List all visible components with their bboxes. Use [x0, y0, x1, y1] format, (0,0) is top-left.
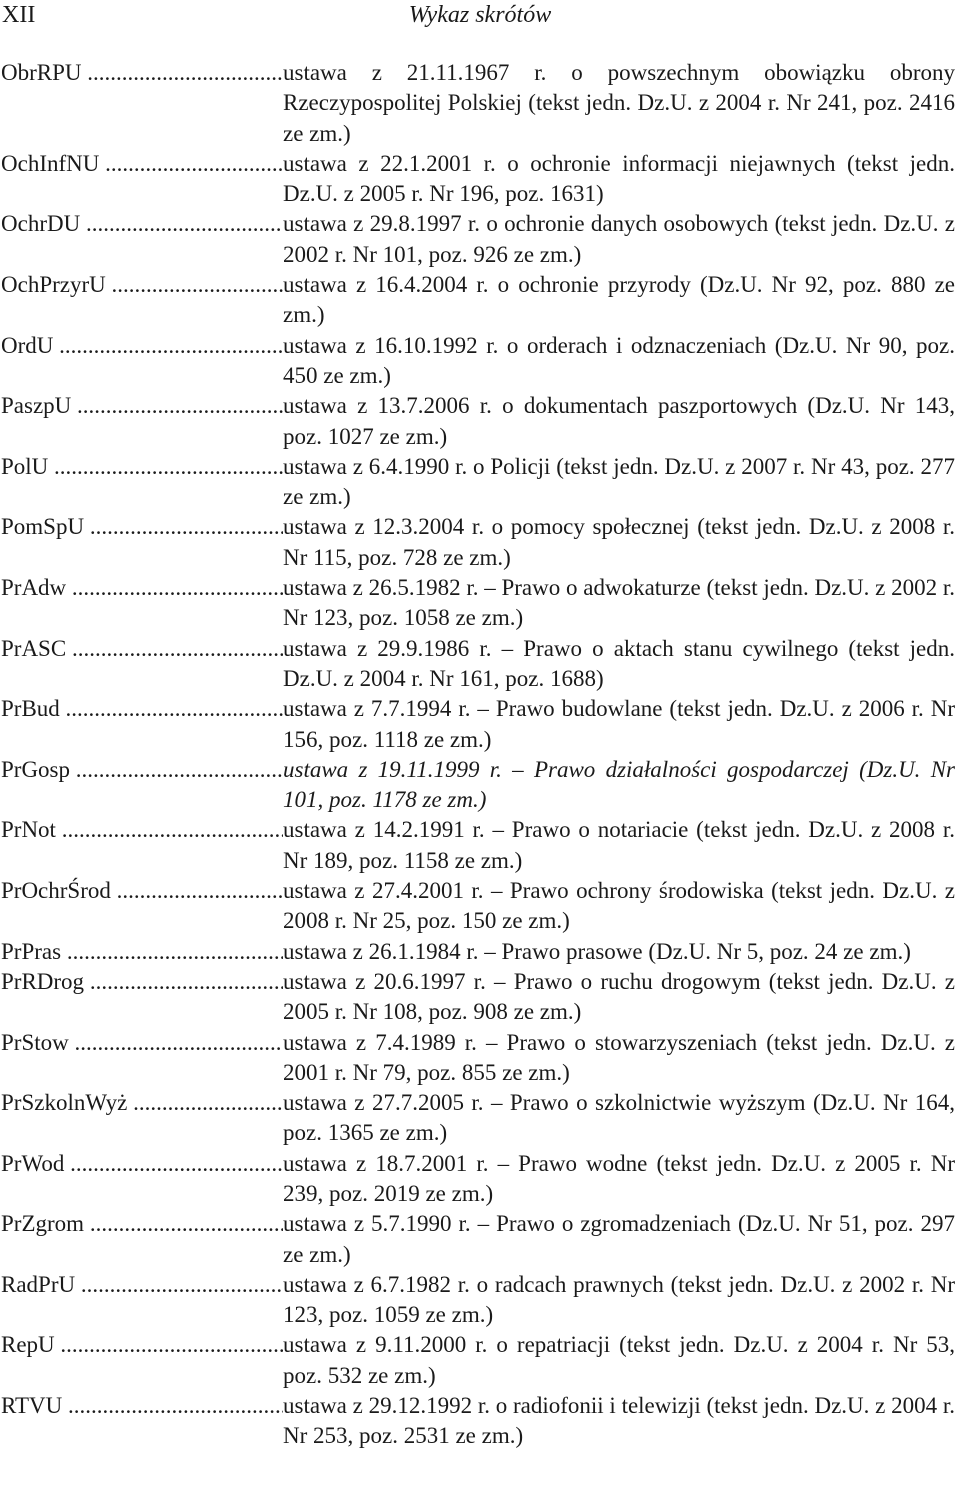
abbreviation-definition: ustawa z 29.12.1992 r. o radiofonii i telewizji (tekst jedn. Dz.U. z 2004 r. Nr 253, poz. 2531 ze zm.) [283, 1393, 955, 1449]
abbreviation: PolU ..... [0, 452, 283, 482]
abbreviation-entry [0, 391, 960, 452]
abbreviation-definition: ustawa z 6.4.1990 r. o Policji (tekst jedn. Dz.U. z 2007 r. Nr 43, poz. 277 ze zm.) [283, 453, 955, 510]
abbreviation-definition: ustawa z 7.7.1994 r. – Prawo budowlane (tekst jedn. Dz.U. z 2006 r. Nr 156, poz. 1118 ze zm.) [283, 696, 955, 752]
abbreviation-definition: ustawa z 7.4.1989 r. – Prawo o stowarzyszeniach (tekst jedn. Dz.U. z 2001 r. Nr 79, poz. 855 ze zm.) [283, 1029, 955, 1085]
abbreviation-entry [0, 1149, 960, 1210]
abbreviation-definition: ustawa z 26.1.1984 r. – Prawo prasowe (Dz.U. Nr 5, poz. 24 ze zm.) [283, 938, 911, 964]
abbreviation: PomSpU ..... [0, 512, 283, 542]
abbreviation: PrStow ..... [0, 1028, 283, 1058]
abbreviation-definition: ustawa z 26.5.1982 r. – Prawo o adwokaturze (tekst jedn. Dz.U. z 2002 r. Nr 123, poz. 1058 ze zm.) [283, 575, 955, 631]
abbreviation-entry [0, 1088, 960, 1149]
abbreviation-definition: ustawa z 21.11.1967 r. o powszechnym obowiązku obrony Rzeczypospolitej Polskiej (tekst jedn. Dz.U. z 2004 r. Nr 241, poz. 2416 ze zm.) [283, 60, 955, 146]
abbreviation: ObrRPU ..... [0, 58, 283, 88]
abbreviation-definition: ustawa z 20.6.1997 r. – Prawo o ruchu drogowym (tekst jedn. Dz.U. z 2005 r. Nr 108, poz. 908 ze zm.) [283, 968, 955, 1025]
abbreviation-definition: ustawa z 27.7.2005 r. – Prawo o szkolnictwie wyższym (Dz.U. Nr 164, poz. 1365 ze zm.) [283, 1090, 955, 1146]
abbreviation-definition: ustawa z 22.1.2001 r. o ochronie informacji niejawnych (tekst jedn. Dz.U. z 2005 r. Nr 196, poz. 1631) [283, 150, 955, 207]
abbreviation-definition: ustawa z 14.2.1991 r. – Prawo o notariacie (tekst jedn. Dz.U. z 2008 r. Nr 189, poz. 1158 ze zm.) [283, 817, 955, 873]
abbreviation-entry [0, 694, 960, 755]
abbreviation: RTVU ..... [0, 1391, 283, 1421]
abbreviation-entry [0, 937, 960, 967]
abbreviation-entry [0, 270, 960, 331]
abbreviation-entry [0, 876, 960, 937]
abbreviation-entry [0, 452, 960, 513]
abbreviation-definition: ustawa z 12.3.2004 r. o pomocy społecznej (tekst jedn. Dz.U. z 2008 r. Nr 115, poz. 728 ze zm.) [283, 514, 955, 570]
abbreviation: PrZgrom ..... [0, 1209, 283, 1239]
abbreviation-entry [0, 634, 960, 695]
abbreviation-entry [0, 815, 960, 876]
abbreviation: PrOchrŚrod ..... [0, 876, 283, 906]
abbreviation-definition: ustawa z 9.11.2000 r. o repatriacji (tekst jedn. Dz.U. z 2004 r. Nr 53, poz. 532 ze zm.) [283, 1332, 955, 1388]
abbreviation-definition: ustawa z 29.8.1997 r. o ochronie danych osobowych (tekst jedn. Dz.U. z 2002 r. Nr 101, poz. 926 ze zm.) [283, 211, 955, 267]
abbreviation-entry [0, 755, 960, 816]
abbreviation-definition: ustawa z 16.10.1992 r. o orderach i odznaczeniach (Dz.U. Nr 90, poz. 450 ze zm.) [283, 332, 955, 388]
abbreviation: OrdU ..... [0, 331, 283, 361]
abbreviation-definition: ustawa z 18.7.2001 r. – Prawo wodne (tekst jedn. Dz.U. z 2005 r. Nr 239, poz. 2019 ze zm.) [283, 1150, 955, 1206]
abbreviation-entry [0, 573, 960, 634]
abbreviation-entry [0, 1209, 960, 1270]
abbreviation: PrAdw ..... [0, 573, 283, 603]
abbreviation-entry [0, 149, 960, 210]
abbreviation: PrBud ..... [0, 694, 283, 724]
abbreviation-definition: ustawa z 13.7.2006 r. o dokumentach paszportowych (Dz.U. Nr 143, poz. 1027 ze zm.) [283, 393, 955, 449]
abbreviation-definition: ustawa z 29.9.1986 r. – Prawo o aktach stanu cywilnego (tekst jedn. Dz.U. z 2004 r. Nr 161, poz. 1688) [283, 635, 955, 691]
abbreviation: PrSzkolnWyż ..... [0, 1088, 283, 1118]
abbreviation-definition: ustawa z 19.11.1999 r. – Prawo działalności gospodarczej (Dz.U. Nr 101, poz. 1178 ze zm.) [283, 756, 955, 813]
abbreviation: PrWod ..... [0, 1149, 283, 1179]
abbreviation: PrPras ..... [0, 937, 283, 967]
abbreviation-definition: ustawa z 16.4.2004 r. o ochronie przyrody (Dz.U. Nr 92, poz. 880 ze zm.) [283, 272, 955, 328]
abbreviation-definition: ustawa z 5.7.1990 r. – Prawo o zgromadzeniach (Dz.U. Nr 51, poz. 297 ze zm.) [283, 1211, 955, 1267]
abbreviation: PrGosp ..... [0, 755, 283, 785]
abbreviation-entry [0, 331, 960, 392]
abbreviation: PrRDrog ..... [0, 967, 283, 997]
abbreviation-entry [0, 512, 960, 573]
abbreviation: PrNot ..... [0, 815, 283, 845]
abbreviation: OchPrzyrU ..... [0, 270, 283, 300]
abbreviation-entry [0, 1270, 960, 1331]
abbreviation-entry [0, 967, 960, 1028]
abbreviation-entry [0, 1391, 960, 1452]
page-header [0, 0, 960, 36]
running-title: Wykaz skrótów [408, 2, 552, 28]
abbreviation: RadPrU ..... [0, 1270, 283, 1300]
abbreviation-definition: ustawa z 27.4.2001 r. – Prawo ochrony środowiska (tekst jedn. Dz.U. z 2008 r. Nr 25, poz. 150 ze zm.) [283, 878, 955, 934]
abbreviation: RepU ..... [0, 1330, 283, 1360]
abbreviation-entry [0, 1330, 960, 1391]
abbreviation: OchrDU ..... [0, 209, 283, 239]
abbreviation-list [0, 58, 960, 1452]
abbreviation: OchInfNU ..... [0, 149, 283, 179]
abbreviation: PaszpU ..... [0, 391, 283, 421]
abbreviation-entry [0, 1028, 960, 1089]
abbreviation: PrASC ..... [0, 634, 283, 664]
abbreviation-entry [0, 209, 960, 270]
abbreviation-entry [0, 58, 960, 149]
page-number: XII [2, 2, 36, 28]
abbreviation-definition: ustawa z 6.7.1982 r. o radcach prawnych (tekst jedn. Dz.U. z 2002 r. Nr 123, poz. 1059 ze zm.) [283, 1271, 955, 1328]
